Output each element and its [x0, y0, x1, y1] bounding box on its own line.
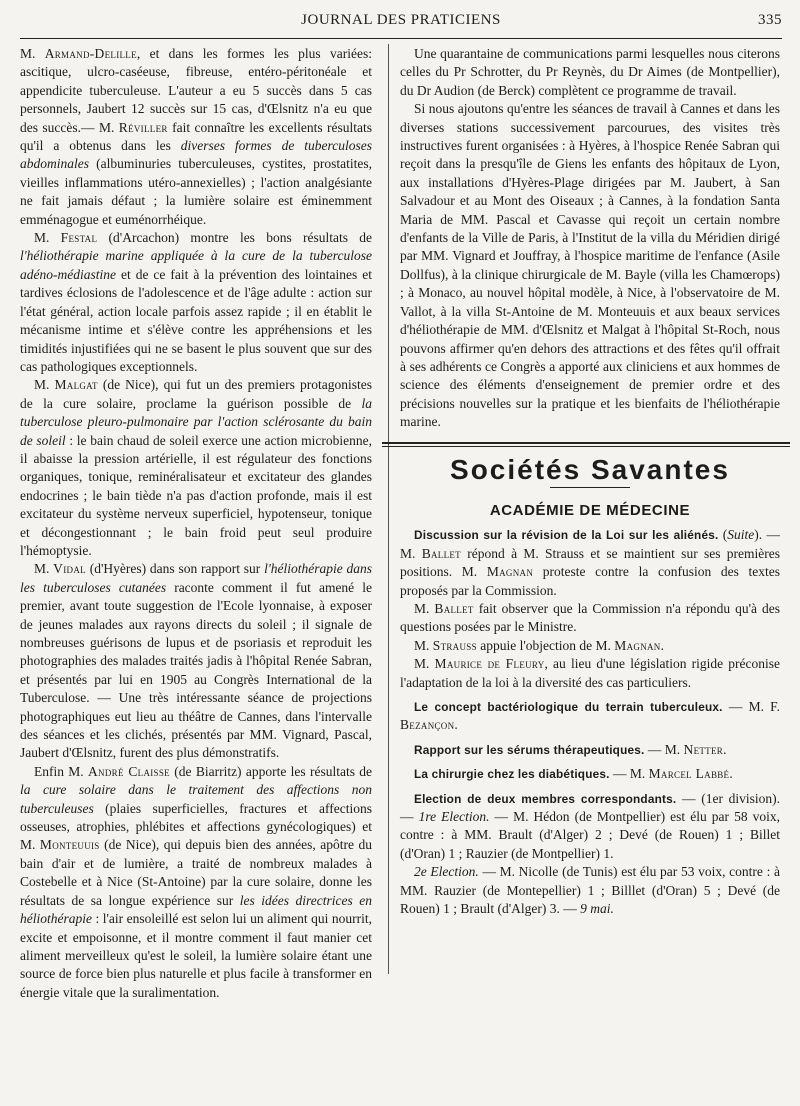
paragraph-claisse: Enfin M. André Claisse (de Biarritz) apporte les résultats de la cure solaire dans le traitement des affections non tuberculeuses (plaies superficielles, fractures et affections osseuses, atrophies, phlébites et affections gynécologiques) et M. Monteuuis (de Nice), qui depuis bien des années, apôtre du bain d'air et de lumière, a traité de nombreux malades à Costebelle et à Nice (St-Antoine) par la cure solaire, donne les résultats de sa longue expérience sur les idées directrices en héliothérapie : l'air ensoleillé est selon lui un aliment qui nourrit, excite et empoisonne, et il montre comment il faut manier cet aliment merveilleux qu'est le soleil, la lumière solaire étant une source de force bien plus naturelle et plus facile à transformer en énergie vitale que la suralimentation.: [20, 763, 372, 1000]
paragraph-malgat: M. Malgat (de Nice), qui fut un des premiers protagonistes de la cure solaire, proclame la guérison possible de la tuberculose pleuro-pulmonaire par l'action sclérosante du bain de soleil : le bain chaud de soleil exerce une action microbienne, il abaisse la pression artérielle, il est régulateur des fonctions organiques, tonique, reminéralisateur et excitateur des glandes endocrines ; le bain tiède n'a pas d'action profonde, mais il est excitateur du système nerveux superficiel, hypotenseur, tonique et décongestionnant ; le bain froid peut seul produire l'hémoptysie.: [20, 377, 372, 558]
entry-discussion-alienes: Discussion sur la révision de la Loi sur les aliénés. (Suite). — M. Ballet répond à M. Strauss et se maintient sur ses premières positions. M. Magnan proteste contre la confusion des textes proposés par la Commission.: [400, 527, 781, 598]
header-rule: [20, 38, 782, 39]
paragraph-vidal: M. Vidal (d'Hyères) dans son rapport sur l'héliothérapie dans les tuberculoses cutanées raconte comment il fut amené le premier, avant toute suggestion de l'Ecole lyonnaise, à exposer de jeunes malades aux rayons directs du soleil ; il signale de nombreuses guérisons de lupus et de psoriasis et reproduit les photographies des malades traités jadis à l'hôpital Renée Sabran, et présentés par lui en 1905 au Congrès International de la Tuberculose. — Une très intéressante séance de projections photographiques eut lieu au théâtre de Cannes, dans l'intervalle des séances et les clichés, présentés par MM. Vignard, Pascal, Jaubert d'Œlsnitz, furent des plus démonstratifs.: [20, 561, 372, 761]
entry-election-correspondants: Election de deux membres correspondants. — (1er division). — 1re Election. — M. Hédon (de Montpellier) est élu par 58 voix, contre : à MM. Brault (d'Alger) 2 ; Devé (de Rouen) 1 ; Billet (d'Oran) 1 ; Rauzier (de Montpellier) 1.: [400, 790, 780, 861]
entry-fleury: M. Maurice de Fleury, au lieu d'une législation rigide préconise l'adaptation de la loi à la diversité des cas particuliers.: [400, 656, 780, 690]
entry-second-election: 2e Election. — M. Nicolle (de Tunis) est élu par 53 voix, contre : à MM. Rauzier (de Montepellier) 1 ; Billlet (d'Oran) 5 ; Devé (de Rouen) 1 ; Brault (d'Alger) 3. — 9 mai.: [400, 864, 780, 917]
entry-strauss: M. Strauss appuie l'objection de M. Magnan.: [414, 637, 664, 653]
paragraph-communications: Une quarantaine de communications parmi lesquelles nous citerons celles du Pr Schrotter, du Pr Reynès, du Dr Aimes (de Montpellier), du Dr Audion (de Berck) complètent ce programme de travail.: [400, 46, 780, 98]
entry-ballet-reply: M. Ballet fait observer que la Commission n'a répondu qu'à des questions posées par le Ministre.: [400, 600, 780, 635]
left-column: [20, 45, 372, 1002]
right-column: [400, 45, 780, 918]
entry-concept-bacteriologique: Le concept bactériologique du terrain tuberculeux. — M. F. Bezançon.: [400, 699, 780, 733]
entry-rapport-serums: Rapport sur les sérums thérapeutiques. — M. Netter.: [414, 741, 727, 757]
page-number: 335: [758, 12, 782, 28]
paragraph-visites: Si nous ajoutons qu'entre les séances de travail à Cannes et dans les diverses stations successivement parcourues, des visites très instructives furent organisées : à Hyères, à l'hospice Renée Sabran qui reçoit dans la presqu'île de Giens les enfants des hôpitaux de Lyon, aux installations d'Hyères-Plage dirigées par M. Jaubert, à San Salvadour et au Mont des Oiseaux ; à Cannes, à la fondation Santa Maria de MM. Pascal et Cavasse qui reçoit un certain nombre d'enfants de la Ville de Paris, à l'Institut de la villa du Méridien dirigé par MM. Vignard et Jouffray, à l'hospice maritime de l'enfance (Asile Dollfus), à la clinique chirurgicale de M. Bayle (villa les Chamœrops) ; à Monaco, au nouvel hôpital modèle, à Nice, à l'observatoire de M. Vallot, à la villa St-Antoine de M. Monteuuis et aux beaux services d'héliothérapie de MM. d'Œlsnitz et Malgat à l'hôpital St-Roch, nous pouvons affirmer qu'en dehors des attractions et des fêtes qu'il offrait à ses adhérents ce Congrès a apporté aux cliniciens et aux hommes de science des éléments d'enseignement de premier ordre et des précisions nouvelles sur la pratique et les bienfaits de l'héliothérapie marine.: [400, 101, 780, 430]
entry-chirurgie-diabetiques: La chirurgie chez les diabétiques. — M. Marcel Labbé.: [414, 766, 733, 782]
paragraph-armand-delille: M. Armand-Delille, et dans les formes les plus variées: ascitique, ulcro-caséeuse, fibreuse, entéro-péritonéale et appendicite tuberculeuse. L'auteur a eu 5 succès dans 5 cas personnels, Jaubert 12 succès sur 15 cas, d'Œlsnitz n'a eu que des succès.— M. Réviller fait connaître les excellents résultats qu'il a obtenus dans les diverses formes de tuberculoses abdominales (albuminuries tuberculeuses, cystites, prostatites, vieilles inflammations utéro-annexielles) ; l'action analgésiante ne fait jamais défaut ; la lumière solaire est éminemment emménagogue et euménorrhéique.: [20, 46, 373, 227]
paragraph-festal: M. Festal (d'Arcachon) montre les bons résultats de l'héliothérapie marine appliquée à la cure de la tuberculose adéno-médiastine et de ce fait à la prévention des lointaines et tardives éclosions de l'adolescence et de l'âge adulte : action sur l'état général, action locale parfois assez rapide ; il en établit le mécanisme intime et s'élève contre les appréhensions et les timidités injustifiées qui ne se basent le plus souvent que sur des cas pathologiques exceptionnels.: [20, 230, 372, 374]
page-header: [20, 4, 782, 34]
column-divider: [388, 44, 389, 974]
section-double-rule: [382, 442, 790, 447]
title-short-rule: [550, 487, 630, 488]
societes-savantes-title: Sociétés Savantes: [450, 453, 730, 485]
academie-medecine-title: ACADÉMIE DE MÉDECINE: [489, 501, 691, 519]
journal-title: JOURNAL DES PRATICIENS: [301, 12, 501, 28]
